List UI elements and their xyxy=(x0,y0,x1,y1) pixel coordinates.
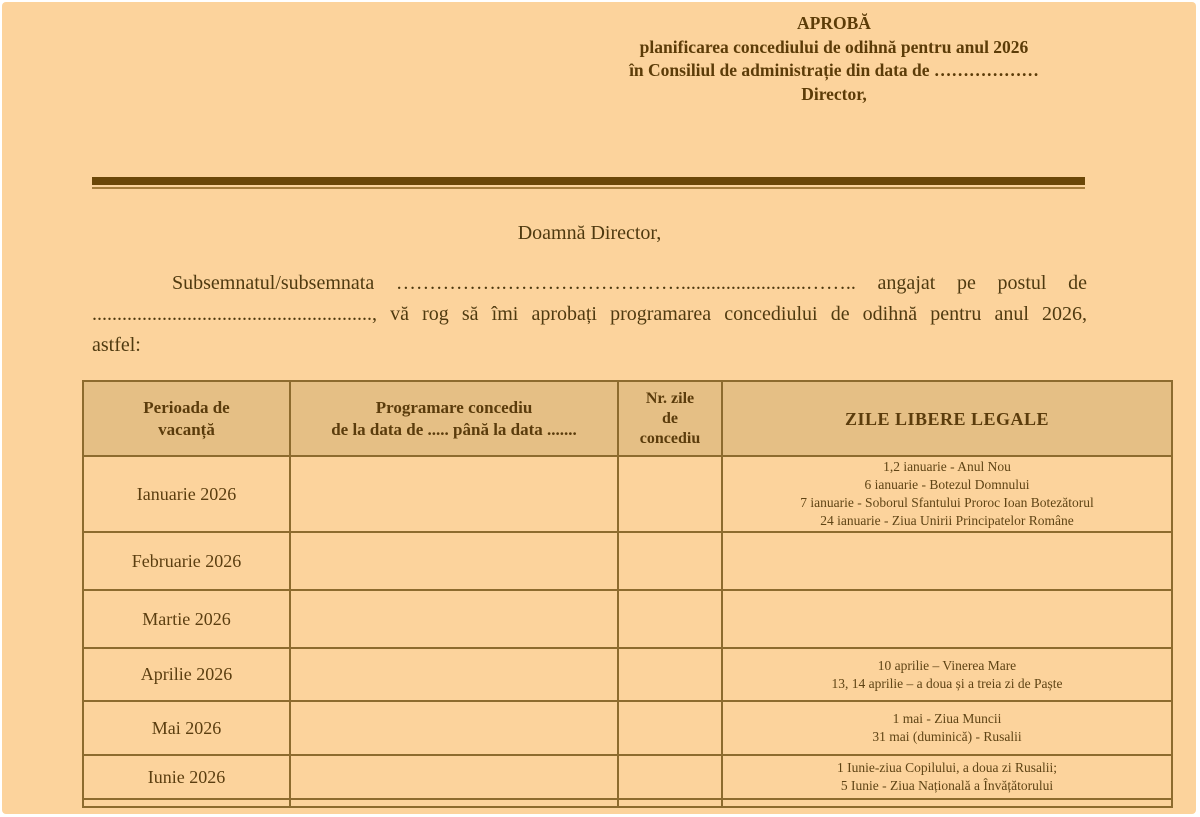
holidays-cell-februarie xyxy=(722,532,1172,590)
table-row-mai xyxy=(83,701,1172,755)
header-perioada-line2: vacanță xyxy=(158,419,215,439)
vacation-planning-table xyxy=(82,380,1173,808)
table-row-partial xyxy=(83,799,1172,807)
header-zile-libere: ZILE LIBERE LEGALE xyxy=(722,381,1172,456)
approval-line-planning: planificarea concediului de odihnă pentru anul 2026 xyxy=(639,36,1029,57)
nr-zile-cell-martie xyxy=(618,590,722,648)
month-cell-aprilie: Aprilie 2026 xyxy=(83,648,290,701)
nr-zile-cell-februarie xyxy=(618,532,722,590)
table-row-martie xyxy=(83,590,1172,648)
header-programare xyxy=(290,381,618,456)
partial-cell xyxy=(618,799,722,807)
nr-zile-cell-mai xyxy=(618,701,722,755)
divider-thick-line xyxy=(92,177,1085,185)
holiday-line: 1 mai - Ziua Muncii xyxy=(892,711,1002,726)
month-cell-iunie: Iunie 2026 xyxy=(83,755,290,799)
month-cell-ianuarie: Ianuarie 2026 xyxy=(83,456,290,532)
programare-cell-mai xyxy=(290,701,618,755)
holiday-line: 31 mai (duminică) - Rusalii xyxy=(872,729,1022,744)
programare-cell-iunie xyxy=(290,755,618,799)
holiday-line: 13, 14 aprilie – a doua și a treia zi de Paște xyxy=(831,675,1063,691)
header-nr-zile xyxy=(618,381,722,456)
holiday-line: 24 ianuarie - Ziua Unirii Principatelor Române xyxy=(820,513,1074,528)
holiday-line: 6 ianuarie - Botezul Domnului xyxy=(864,477,1030,492)
header-programare-line1: Programare concediu xyxy=(375,397,533,417)
header-perioada-line1: Perioada de xyxy=(143,397,230,417)
thick-thin-divider xyxy=(92,177,1085,189)
table-row-ianuarie xyxy=(83,456,1172,532)
programare-cell-ianuarie xyxy=(290,456,618,532)
salutation-line: Doamnă Director, xyxy=(517,222,662,244)
approval-line-director: Director, xyxy=(801,83,867,104)
programare-cell-martie xyxy=(290,590,618,648)
table-header-row xyxy=(83,381,1172,456)
holiday-line: 5 Iunie - Ziua Națională a Învățătorului xyxy=(840,778,1054,793)
nr-zile-cell-iunie xyxy=(618,755,722,799)
approval-line-council: în Consiliul de administrație din data de ……………… xyxy=(629,60,1039,80)
header-nr-zile-line2: de xyxy=(662,409,678,427)
table-row-iunie xyxy=(83,755,1172,799)
header-nr-zile-line1: Nr. zile xyxy=(645,389,695,407)
divider-thin-line xyxy=(92,187,1085,189)
nr-zile-cell-aprilie xyxy=(618,648,722,701)
partial-cell xyxy=(83,799,290,807)
month-cell-mai: Mai 2026 xyxy=(83,701,290,755)
holidays-cell-aprilie xyxy=(722,648,1172,701)
holiday-line: 10 aprilie – Vinerea Mare xyxy=(877,657,1017,673)
request-paragraph: Subsemnatul/subsemnata …………….……………………….........................…….. angajat pe postul de ........................................................, vă rog să îmi aprobați programarea concediului de odihnă pentru anul 2026, astfel: xyxy=(92,272,1087,356)
holidays-cell-mai xyxy=(722,701,1172,755)
month-cell-februarie: Februarie 2026 xyxy=(83,532,290,590)
table-row-aprilie xyxy=(83,648,1172,701)
nr-zile-cell-ianuarie xyxy=(618,456,722,532)
holidays-cell-martie xyxy=(722,590,1172,648)
header-nr-zile-line3: concediu xyxy=(639,429,701,447)
month-cell-martie: Martie 2026 xyxy=(83,590,290,648)
table-row-februarie xyxy=(83,532,1172,590)
holiday-line: 1 Iunie-ziua Copilului, a doua zi Rusalii; xyxy=(836,760,1058,775)
partial-cell xyxy=(722,799,1172,807)
document-page xyxy=(2,2,1196,814)
approval-title: APROBĂ xyxy=(797,13,871,33)
holiday-line: 7 ianuarie - Soborul Sfantului Proroc Ioan Botezătorul xyxy=(800,495,1094,510)
holiday-line: 1,2 ianuarie - Anul Nou xyxy=(883,459,1011,474)
programare-cell-aprilie xyxy=(290,648,618,701)
holidays-cell-iunie xyxy=(722,755,1172,799)
header-programare-line2: de la data de ..... până la data ....... xyxy=(331,419,577,439)
holidays-cell-ianuarie xyxy=(722,456,1172,532)
programare-cell-februarie xyxy=(290,532,618,590)
approval-block xyxy=(554,12,1114,106)
partial-cell xyxy=(290,799,618,807)
header-perioada xyxy=(83,381,290,456)
